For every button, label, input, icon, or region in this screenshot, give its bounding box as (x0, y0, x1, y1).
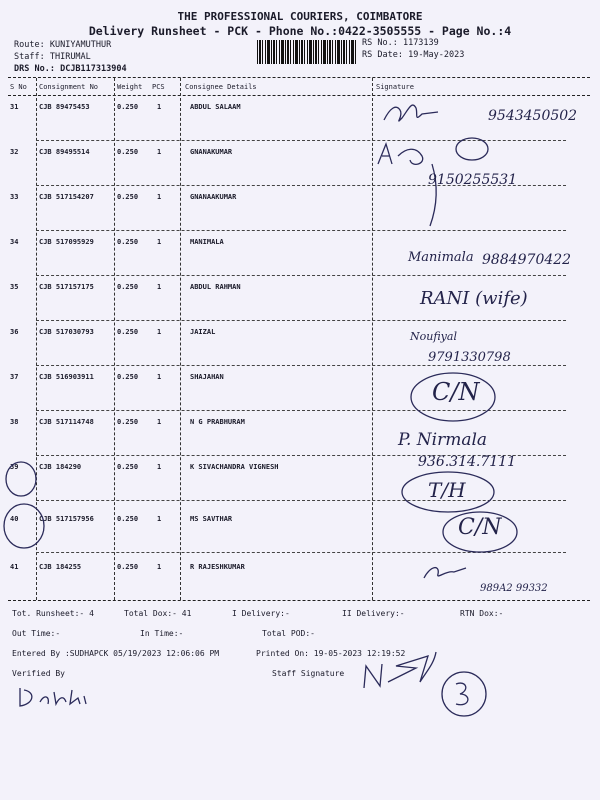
handwritten-name-34: Manimala (408, 250, 474, 265)
sno: 31 (10, 103, 19, 111)
sno: 33 (10, 193, 19, 201)
barcode (257, 40, 357, 64)
weight: 0.250 (117, 463, 139, 471)
runsheet-subtitle: Delivery Runsheet - PCK - Phone No.:0422-3505555 - Page No.:4 (88, 24, 512, 38)
table-bottom-rule (8, 600, 590, 601)
consignee-name: N G PRABHURAM (190, 418, 245, 426)
handwritten-name-36: Noufiyal (410, 330, 457, 343)
rs-no-line (362, 38, 439, 48)
pcs: 1 (157, 563, 162, 571)
consignee-name: SHAJAHAN (190, 373, 224, 381)
table-top-rule (8, 77, 590, 78)
route-line (14, 40, 111, 50)
pcs: 1 (157, 238, 162, 246)
total-pod: Total POD:- (262, 629, 315, 638)
handwritten-phone-32: 9150255531 (428, 172, 518, 188)
sno: 34 (10, 238, 19, 246)
weight: 0.250 (117, 148, 139, 156)
table-row (0, 556, 600, 601)
pcs: 1 (157, 148, 162, 156)
ii-delivery: II Delivery:- (342, 609, 405, 618)
drs-label: DRS No.: (14, 64, 55, 74)
tot-runsheet: Tot. Runsheet:- 4 (12, 609, 94, 618)
weight: 0.250 (117, 418, 139, 426)
consignment-no: CJB 516903911 (39, 373, 94, 381)
consignee-name: MANIMALA (190, 238, 224, 246)
sno: 35 (10, 283, 19, 291)
verified-by: Verified By (12, 669, 65, 678)
weight: 0.250 (117, 328, 139, 336)
consignee-name: JAIZAL (190, 328, 216, 336)
staff-line (14, 52, 91, 62)
sno: 38 (10, 418, 19, 426)
rs-no-label: RS No.: (362, 38, 398, 48)
weight: 0.250 (117, 515, 139, 523)
rs-no-value: 1173139 (402, 38, 439, 48)
i-delivery: I Delivery:- (232, 609, 290, 618)
weight: 0.250 (117, 373, 139, 381)
col-consignee: Consignee Details (185, 83, 257, 91)
signature-row-41 (420, 560, 470, 585)
handwritten-phone-34: 9884970422 (482, 252, 572, 268)
table-row (0, 186, 600, 231)
consignee-name: GNANAKUMAR (190, 148, 233, 156)
pcs: 1 (157, 103, 162, 111)
handwritten-cn-40: C/N (458, 515, 502, 540)
sno: 41 (10, 563, 19, 571)
pcs: 1 (157, 463, 162, 471)
circle-mark-39 (4, 460, 38, 500)
consignee-name: K SIVACHANDRA VIGNESH (190, 463, 279, 471)
consignment-no: CJB 517157956 (39, 515, 94, 523)
staff-signature-mark (356, 642, 496, 722)
circle-mark-40 (2, 502, 48, 552)
verifier-signature (14, 682, 94, 712)
table-row (0, 366, 600, 411)
consignee-name: GNANAAKUMAR (190, 193, 237, 201)
staff-label: Staff: (14, 52, 45, 62)
weight: 0.250 (117, 238, 139, 246)
consignment-no: CJB 89475453 (39, 103, 90, 111)
consignment-no: CJB 517030793 (39, 328, 94, 336)
consignee-name: ABDUL SALAAM (190, 103, 241, 111)
weight: 0.250 (117, 193, 139, 201)
rtn-dox: RTN Dox:- (460, 609, 504, 618)
table-row (0, 411, 600, 456)
consignment-no: CJB 184255 (39, 563, 82, 571)
handwritten-phone-31: 9543450502 (488, 108, 578, 124)
weight: 0.250 (117, 563, 139, 571)
consignment-no: CJB 517154207 (39, 193, 94, 201)
sno: 32 (10, 148, 19, 156)
rs-date-label: RS Date: (362, 50, 403, 60)
weight: 0.250 (117, 103, 139, 111)
pcs: 1 (157, 418, 162, 426)
handwritten-th-39: T/H (428, 478, 466, 502)
signature-row-31 (378, 96, 448, 136)
consignment-no: CJB 184290 (39, 463, 82, 471)
drs-value: DCJB117313904 (60, 64, 127, 74)
handwritten-phone-41: 989A2 99332 (480, 583, 548, 594)
col-signature: Signature (376, 83, 414, 91)
sno: 40 (10, 515, 19, 523)
handwritten-name-38: P. Nirmala (398, 430, 488, 450)
entered-by: Entered By :SUDHAPCK 05/19/2023 12:06:06 PM (12, 649, 220, 658)
consignee-name: ABDUL RAHMAN (190, 283, 241, 291)
route-label: Route: (14, 40, 45, 50)
pcs: 1 (157, 328, 162, 336)
consignee-name: R RAJESHKUMAR (190, 563, 245, 571)
col-sno: S No (10, 83, 27, 91)
handwritten-phone-38: 936.314.7111 (418, 454, 516, 470)
sno: 39 (10, 463, 19, 471)
rs-date-value: 19-May-2023 (408, 50, 465, 60)
in-time: In Time:- (140, 629, 184, 638)
out-time: Out Time:- (12, 629, 61, 638)
col-consignment: Consignment No (39, 83, 99, 91)
consignment-no: CJB 517157175 (39, 283, 94, 291)
company-title: THE PROFESSIONAL COURIERS, COIMBATORE (177, 10, 423, 23)
handwritten-signature-35: RANI (wife) (420, 288, 528, 309)
handwritten-phone-36: 9791330798 (428, 350, 511, 365)
consignment-no: CJB 517114748 (39, 418, 94, 426)
total-dox: Total Dox:- 41 (124, 609, 192, 618)
consignment-no: CJB 517095929 (39, 238, 94, 246)
sno: 36 (10, 328, 19, 336)
printed-on: Printed On: 19-05-2023 12:19:52 (256, 649, 406, 658)
col-pcs: PCS (152, 83, 165, 91)
route-value: KUNIYAMUTHUR (49, 40, 112, 50)
rs-date-line (362, 50, 464, 60)
consignee-name: MS SAVTHAR (190, 515, 233, 523)
staff-value: THIRUMAL (49, 52, 91, 62)
staff-signature: Staff Signature (272, 669, 345, 678)
consignment-no: CJB 89495514 (39, 148, 90, 156)
drs-line (14, 64, 127, 74)
pcs: 1 (157, 373, 162, 381)
weight: 0.250 (117, 283, 139, 291)
handwritten-cn-37: C/N (432, 378, 480, 406)
pcs: 1 (157, 193, 162, 201)
pcs: 1 (157, 283, 162, 291)
sno: 37 (10, 373, 19, 381)
pcs: 1 (157, 515, 162, 523)
col-weight: Weight (117, 83, 143, 91)
